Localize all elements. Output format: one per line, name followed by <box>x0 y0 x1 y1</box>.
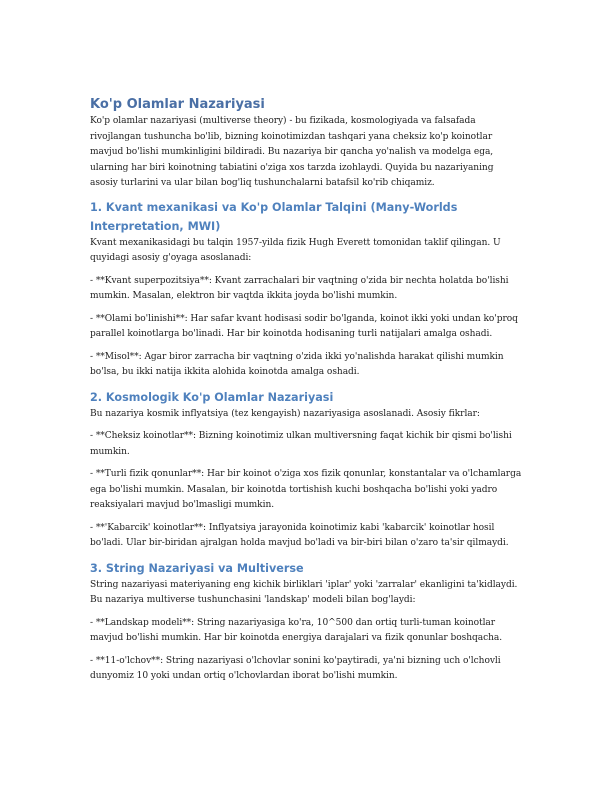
list-item: - **11-o'lchov**: String nazariyasi o'lchovlar sonini ko'paytiradi, ya'ni bizning uch o'lchovli dunyomiz 10 yoki undan ortiq o'lchovlardan iborat bo'lishi mumkin. <box>90 655 501 681</box>
section-heading-kosmologik: 2. Kosmologik Ko'p Olamlar Nazariyasi <box>90 390 334 404</box>
section-intro: String nazariyasi materiyaning eng kichik birliklari 'iplar' yoki 'zarralar' ekanligini ta'kidlaydi. Bu nazariya multiverse tushunchasini 'landskap' modeli bilan bog'laydi: <box>90 579 518 605</box>
list-item: - **Turli fizik qonunlar**: Har bir koinot o'ziga xos fizik qonunlar, konstantalar va o'lchamlarga ega bo'lishi mumkin. Masalan, bir koinotda tortishish kuchi boshqacha bo'lishi yoki yadro reaksiyalari mavjud bo'lmasligi mumkin. <box>90 469 522 510</box>
document-page <box>90 96 522 692</box>
document-title: Ko'p Olamlar Nazariyasi <box>90 97 265 112</box>
list-item: - **Misol**: Agar biror zarracha bir vaqtning o'zida ikki yo'nalishda harakat qilishi mumkin bo'lsa, bu ikki natija ikkita alohida koinotda amalga oshadi. <box>90 351 504 377</box>
list-item: - **Kvant superpozitsiya**: Kvant zarrachalari bir vaqtning o'zida bir nechta holatda bo'lishi mumkin. Masalan, elektron bir vaqtda ikkita joyda bo'lishi mumkin. <box>90 275 509 301</box>
list-item: - **Landskap modeli**: String nazariyasiga ko'ra, 10^500 dan ortiq turli-tuman koinotlar mavjud bo'lishi mumkin. Har bir koinotda energiya darajalari va fizik qonunlar boshqacha. <box>90 617 503 643</box>
list-item: - **Cheksiz koinotlar**: Bizning koinotimiz ulkan multiversning faqat kichik bir qismi bo'lishi mumkin. <box>90 431 512 457</box>
section-heading-kvant: 1. Kvant mexanikasi va Ko'p Olamlar Talqini (Many-Worlds Interpretation, MWI) <box>90 200 458 233</box>
section-intro: Bu nazariya kosmik inflyatsiya (tez kengayish) nazariyasiga asoslanadi. Asosiy fikrlar: <box>90 408 480 419</box>
section-heading-string: 3. String Nazariyasi va Multiverse <box>90 561 304 575</box>
list-item: - **Olami bo'linishi**: Har safar kvant hodisasi sodir bo'lganda, koinot ikki yoki undan ko'proq parallel koinotlarga bo'linadi. Har bir koinotda hodisaning turli natijalari amalga oshadi. <box>90 313 518 339</box>
intro-paragraph: Ko'p olamlar nazariyasi (multiverse theory) - bu fizikada, kosmologiyada va falsafada rivojlangan tushuncha bo'lib, bizning koinotimizdan tashqari yana cheksiz ko'p koinotlar mavjud bo'lishi mumkinligini bildiradi. Bu nazariya bir qancha yo'nalish va modelga ega, ularning har biri koinotning tabiatini o'ziga xos tarzda izohlaydi. Quyida bu nazariyaning asosiy turlarini va ular bilan bog'liq tushunchalarni batafsil ko'rib chiqamiz. <box>90 116 494 188</box>
list-item: - **'Kabarcik' koinotlar**: Inflyatsiya jarayonida koinotimiz kabi 'kabarcik' koinotlar hosil bo'ladi. Ular bir-biridan ajralgan holda mavjud bo'ladi va bir-biri bilan o'zaro ta'sir qilmaydi. <box>90 522 509 548</box>
section-intro: Kvant mexanikasidagi bu talqin 1957-yilda fizik Hugh Everett tomonidan taklif qilingan. U quyidagi asosiy g'oyaga asoslanadi: <box>90 237 501 263</box>
